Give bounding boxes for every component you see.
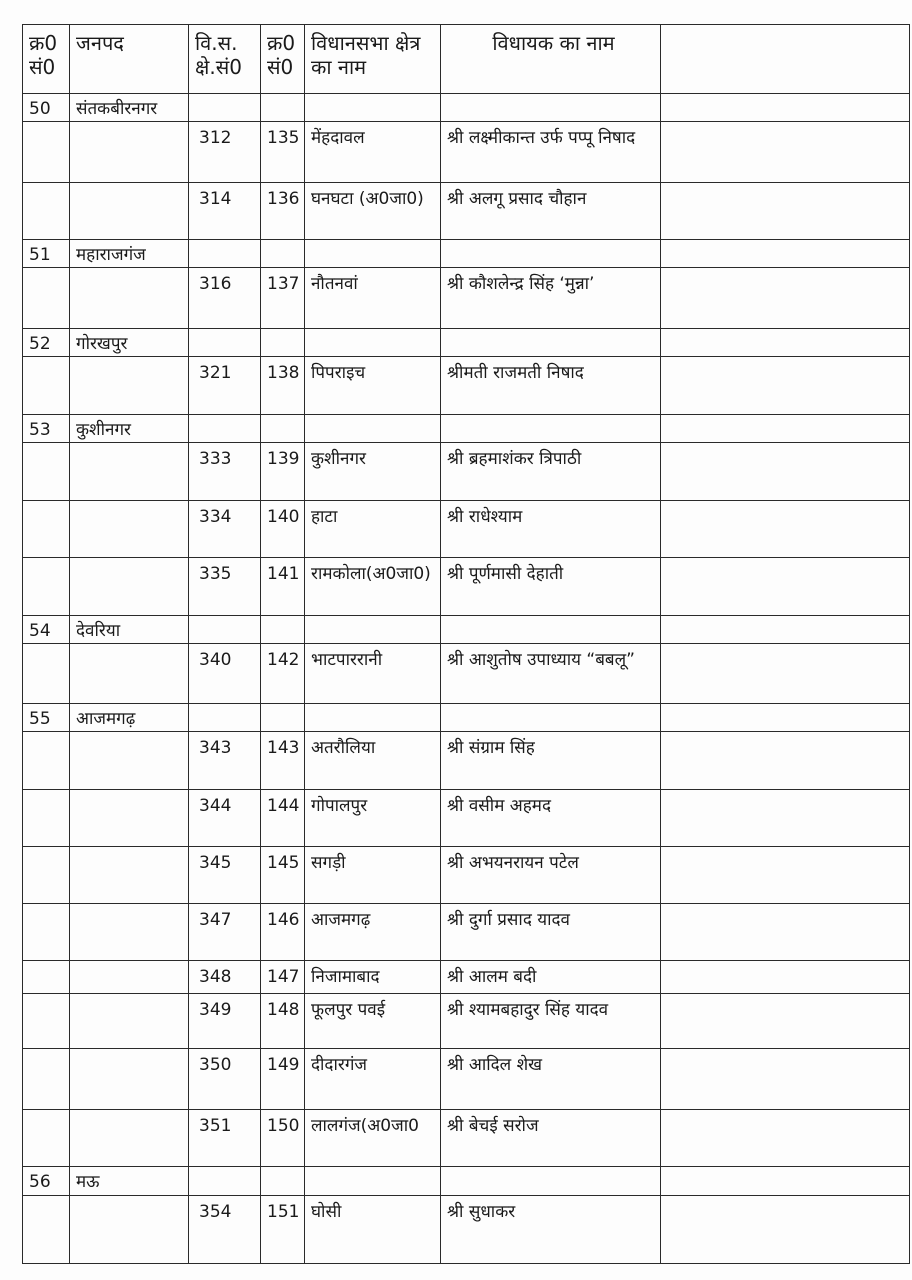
district-row: [23, 329, 910, 357]
empty-cell: [70, 994, 188, 1000]
empty-cell: [305, 415, 440, 420]
kram-number: 148: [267, 1000, 300, 1020]
member-row: [23, 501, 910, 558]
empty-cell: [23, 1196, 69, 1202]
empty-cell: [23, 268, 69, 274]
district-name: महाराजगंज: [76, 245, 146, 265]
mla-list-table: [22, 24, 910, 1264]
empty-cell: [305, 1167, 440, 1172]
vs-kshetra-number: 354: [199, 1202, 232, 1222]
empty-cell: [70, 961, 188, 967]
vs-kshetra-number: 345: [199, 853, 232, 873]
empty-cell: [70, 790, 188, 796]
vs-kshetra-number: 334: [199, 507, 232, 527]
mla-name: श्री अलगू प्रसाद चौहान: [447, 189, 587, 209]
district-serial: 50: [29, 99, 51, 119]
empty-cell: [23, 790, 69, 796]
empty-cell: [261, 329, 304, 334]
empty-cell: [70, 904, 188, 910]
member-row: [23, 1049, 910, 1110]
empty-cell: [441, 616, 660, 621]
kram-number: 146: [267, 910, 300, 930]
empty-cell: [70, 357, 188, 363]
kram-number: 135: [267, 128, 300, 148]
constituency-name: रामकोला(अ0जा0): [311, 564, 431, 584]
constituency-name: सगड़ी: [311, 853, 346, 873]
mla-name: श्री श्यामबहादुर सिंह यादव: [447, 1000, 609, 1020]
empty-cell: [441, 329, 660, 334]
empty-cell: [661, 94, 909, 99]
district-serial: 51: [29, 245, 51, 265]
empty-cell: [261, 1167, 304, 1172]
empty-cell: [23, 443, 69, 449]
kram-number: 136: [267, 189, 300, 209]
empty-cell: [70, 558, 188, 564]
empty-cell: [189, 94, 260, 99]
member-row: [23, 183, 910, 240]
kram-number: 144: [267, 796, 300, 816]
empty-cell: [661, 1110, 909, 1116]
vs-kshetra-number: 344: [199, 796, 232, 816]
kram-number: 151: [267, 1202, 300, 1222]
empty-cell: [23, 357, 69, 363]
district-serial: 54: [29, 621, 51, 641]
empty-cell: [23, 847, 69, 853]
empty-cell: [441, 240, 660, 245]
empty-cell: [70, 1196, 188, 1202]
header-vs-kshetra-no: वि.स. क्षे.सं0: [189, 25, 261, 94]
empty-cell: [661, 415, 909, 420]
district-serial: 53: [29, 420, 51, 440]
member-row: [23, 1110, 910, 1167]
vs-kshetra-number: 348: [199, 967, 232, 987]
empty-cell: [189, 616, 260, 621]
kram-number: 141: [267, 564, 300, 584]
constituency-name: अतरौलिया: [311, 738, 376, 758]
mla-name: श्री बेचई सरोज: [447, 1116, 539, 1136]
member-row: [23, 790, 910, 847]
empty-cell: [661, 961, 909, 967]
constituency-name: मेंहदावल: [311, 128, 365, 148]
mla-name: श्री अभयनरायन पटेल: [447, 853, 579, 873]
member-row: [23, 558, 910, 616]
empty-cell: [261, 616, 304, 621]
mla-name: श्री सुधाकर: [447, 1202, 516, 1222]
kram-number: 138: [267, 363, 300, 383]
mla-name: श्री लक्ष्मीकान्त उर्फ पप्पू निषाद: [447, 128, 636, 148]
empty-cell: [661, 1167, 909, 1172]
empty-cell: [23, 1049, 69, 1055]
empty-cell: [23, 644, 69, 650]
empty-cell: [70, 268, 188, 274]
empty-cell: [661, 704, 909, 709]
vs-kshetra-number: 321: [199, 363, 232, 383]
mla-name: श्री आलम बदी: [447, 967, 537, 987]
constituency-name: नौतनवां: [311, 274, 358, 294]
member-row: [23, 1196, 910, 1264]
member-row: [23, 357, 910, 415]
constituency-name: लालगंज(अ0जा0: [311, 1116, 419, 1136]
vs-kshetra-number: 340: [199, 650, 232, 670]
empty-cell: [23, 183, 69, 189]
kram-number: 142: [267, 650, 300, 670]
mla-name: श्री दुर्गा प्रसाद यादव: [447, 910, 570, 930]
constituency-name: आजमगढ़: [311, 910, 371, 930]
mla-name: श्री ब्रहमाशंकर त्रिपाठी: [447, 449, 582, 469]
empty-cell: [189, 415, 260, 420]
member-row: [23, 644, 910, 704]
empty-cell: [189, 329, 260, 334]
header-kram-no: क्र0 सं0: [261, 25, 305, 94]
empty-cell: [441, 415, 660, 420]
constituency-name: घनघटा (अ0जा0): [311, 189, 424, 209]
district-serial: 56: [29, 1172, 51, 1192]
constituency-name: फूलपुर पवई: [311, 1000, 386, 1020]
empty-cell: [661, 644, 909, 650]
header-blank: [661, 25, 910, 94]
header-serial: क्र0 सं0: [23, 25, 70, 94]
district-row: [23, 1167, 910, 1196]
empty-cell: [23, 501, 69, 507]
member-row: [23, 268, 910, 329]
member-row: [23, 732, 910, 790]
empty-cell: [23, 558, 69, 564]
empty-cell: [441, 1167, 660, 1172]
district-row: [23, 94, 910, 122]
kram-number: 150: [267, 1116, 300, 1136]
empty-cell: [441, 94, 660, 99]
empty-cell: [189, 240, 260, 245]
empty-cell: [661, 1049, 909, 1055]
empty-cell: [261, 94, 304, 99]
empty-cell: [305, 94, 440, 99]
empty-cell: [661, 268, 909, 274]
empty-cell: [23, 732, 69, 738]
empty-cell: [23, 1110, 69, 1116]
empty-cell: [189, 704, 260, 709]
vs-kshetra-number: 349: [199, 1000, 232, 1020]
vs-kshetra-number: 350: [199, 1055, 232, 1075]
mla-name: श्री संग्राम सिंह: [447, 738, 535, 758]
empty-cell: [70, 501, 188, 507]
mla-name: श्री पूर्णमासी देहाती: [447, 564, 564, 584]
vs-kshetra-number: 343: [199, 738, 232, 758]
empty-cell: [661, 616, 909, 621]
constituency-name: दीदारगंज: [311, 1055, 367, 1075]
empty-cell: [661, 994, 909, 1000]
member-row: [23, 904, 910, 961]
district-row: [23, 616, 910, 644]
empty-cell: [305, 240, 440, 245]
header-district: जनपद: [70, 25, 189, 94]
mla-name: श्री वसीम अहमद: [447, 796, 551, 816]
kram-number: 139: [267, 449, 300, 469]
empty-cell: [23, 961, 69, 967]
kram-number: 147: [267, 967, 300, 987]
empty-cell: [305, 704, 440, 709]
empty-cell: [661, 732, 909, 738]
member-row: [23, 961, 910, 994]
empty-cell: [661, 847, 909, 853]
empty-cell: [661, 443, 909, 449]
vs-kshetra-number: 312: [199, 128, 232, 148]
empty-cell: [70, 122, 188, 128]
vs-kshetra-number: 314: [199, 189, 232, 209]
district-name: मऊ: [76, 1172, 100, 1192]
empty-cell: [661, 329, 909, 334]
district-name: गोरखपुर: [76, 334, 128, 354]
mla-name: श्री आदिल शेख: [447, 1055, 543, 1075]
constituency-name: निजामाबाद: [311, 967, 380, 987]
empty-cell: [661, 904, 909, 910]
kram-number: 140: [267, 507, 300, 527]
empty-cell: [70, 1049, 188, 1055]
empty-cell: [261, 415, 304, 420]
district-name: संतकबीरनगर: [76, 99, 158, 119]
empty-cell: [305, 329, 440, 334]
constituency-name: कुशीनगर: [311, 449, 366, 469]
empty-cell: [261, 240, 304, 245]
mla-name: श्री आशुतोष उपाध्याय “बबलू”: [447, 650, 635, 670]
district-row: [23, 704, 910, 732]
district-name: देवरिया: [76, 621, 121, 641]
empty-cell: [661, 790, 909, 796]
vs-kshetra-number: 347: [199, 910, 232, 930]
vs-kshetra-number: 335: [199, 564, 232, 584]
constituency-name: गोपालपुर: [311, 796, 368, 816]
district-serial: 55: [29, 709, 51, 729]
kram-number: 137: [267, 274, 300, 294]
constituency-name: भाटपाररानी: [311, 650, 383, 670]
district-row: [23, 415, 910, 443]
mla-name: श्री कौशलेन्द्र सिंह ‘मुन्ना’: [447, 274, 595, 294]
district-name: आजमगढ़: [76, 709, 136, 729]
empty-cell: [305, 616, 440, 621]
vs-kshetra-number: 351: [199, 1116, 232, 1136]
constituency-name: घोसी: [311, 1202, 342, 1222]
district-name: कुशीनगर: [76, 420, 131, 440]
empty-cell: [261, 704, 304, 709]
empty-cell: [70, 847, 188, 853]
empty-cell: [70, 183, 188, 189]
kram-number: 143: [267, 738, 300, 758]
header-constituency: विधानसभा क्षेत्र का नाम: [305, 25, 441, 94]
empty-cell: [661, 183, 909, 189]
member-row: [23, 122, 910, 183]
member-row: [23, 847, 910, 904]
member-row: [23, 994, 910, 1049]
empty-cell: [661, 240, 909, 245]
kram-number: 149: [267, 1055, 300, 1075]
empty-cell: [70, 644, 188, 650]
member-row: [23, 443, 910, 501]
empty-cell: [70, 732, 188, 738]
kram-number: 145: [267, 853, 300, 873]
empty-cell: [441, 704, 660, 709]
empty-cell: [661, 357, 909, 363]
district-row: [23, 240, 910, 268]
empty-cell: [23, 994, 69, 1000]
table-body: [23, 94, 910, 1264]
vs-kshetra-number: 333: [199, 449, 232, 469]
constituency-name: हाटा: [311, 507, 338, 527]
constituency-name: पिपराइच: [311, 363, 366, 383]
header-row: [23, 25, 910, 94]
empty-cell: [23, 904, 69, 910]
empty-cell: [70, 443, 188, 449]
empty-cell: [70, 1110, 188, 1116]
header-mla-name: विधायक का नाम: [441, 25, 661, 94]
district-serial: 52: [29, 334, 51, 354]
empty-cell: [661, 122, 909, 128]
empty-cell: [661, 501, 909, 507]
empty-cell: [661, 558, 909, 564]
vs-kshetra-number: 316: [199, 274, 232, 294]
mla-name: श्री राधेश्याम: [447, 507, 523, 527]
empty-cell: [23, 122, 69, 128]
empty-cell: [661, 1196, 909, 1202]
mla-name: श्रीमती राजमती निषाद: [447, 363, 584, 383]
empty-cell: [189, 1167, 260, 1172]
